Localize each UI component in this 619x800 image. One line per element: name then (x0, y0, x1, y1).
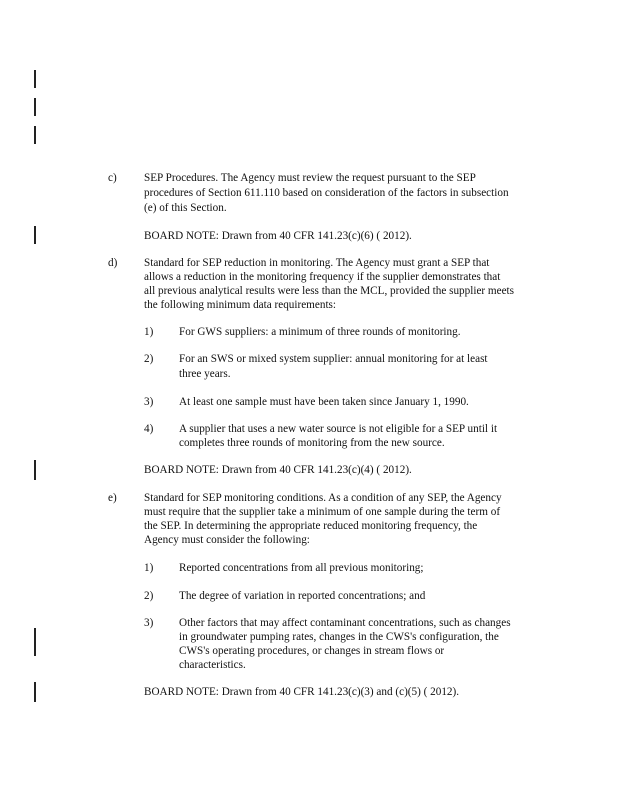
section-d-item-text: At least one sample must have been taken since January 1, 1990. (179, 396, 469, 408)
section-d-text-line: all previous analytical results were less than the MCL, provided the supplier meets (144, 285, 515, 297)
section-d-text-line: Standard for SEP reduction in monitoring. The Agency must grant a SEP that (144, 257, 490, 269)
section-d-item-text: For an SWS or mixed system supplier: annual monitoring for at least (179, 353, 488, 365)
revision-bar (34, 682, 36, 702)
section-d-item-label: 3) (144, 396, 154, 408)
section-e-label: e) (108, 492, 117, 504)
section-e-text-line: the SEP. In determining the appropriate reduced monitoring frequency, the (144, 520, 478, 532)
revision-bar (34, 460, 36, 480)
section-c-text-line: procedures of Section 611.110 based on consideration of the factors in subsection (144, 187, 509, 199)
section-d-item-label: 2) (144, 353, 154, 365)
section-e-text-line: Agency must consider the following: (144, 534, 310, 546)
section-d-item-text: completes three rounds of monitoring from the new source. (179, 437, 445, 449)
section-d-item-text: A supplier that uses a new water source is not eligible for a SEP until it (179, 423, 498, 435)
section-c-text-line: SEP Procedures. The Agency must review the request pursuant to the SEP (144, 172, 476, 184)
section-e-item-text: characteristics. (179, 659, 246, 671)
revision-bar (34, 70, 36, 88)
section-e-text-line: Standard for SEP monitoring conditions. As a condition of any SEP, the Agency (144, 492, 502, 504)
section-e-board-note: BOARD NOTE: Drawn from 40 CFR 141.23(c)(3) and (c)(5) ( 2012). (144, 686, 460, 698)
section-d-item-label: 1) (144, 326, 154, 338)
section-e-item-text: CWS's operating procedures, or changes in stream flows or (179, 645, 445, 657)
section-d-text-line: the following minimum data requirements: (144, 299, 337, 311)
section-d-item-label: 4) (144, 423, 154, 435)
section-e-item-text: Other factors that may affect contaminant concentrations, such as changes (179, 617, 511, 629)
section-e-item-text: in groundwater pumping rates, changes in the CWS's configuration, the (179, 631, 499, 643)
section-c-label: c) (108, 172, 117, 184)
revision-bar (34, 98, 36, 116)
section-e-item-text: The degree of variation in reported concentrations; and (179, 590, 426, 602)
section-e-item-text: Reported concentrations from all previous monitoring; (179, 562, 424, 574)
section-e-item-label: 1) (144, 562, 154, 574)
section-d-item-text: three years. (179, 368, 231, 380)
revision-bar (34, 628, 36, 656)
section-e-item-label: 2) (144, 590, 154, 602)
section-c-board-note: BOARD NOTE: Drawn from 40 CFR 141.23(c)(6) ( 2012). (144, 230, 412, 242)
revision-bar (34, 126, 36, 144)
section-e-text-line: must require that the supplier take a minimum of one sample during the term of (144, 506, 501, 518)
section-d-label: d) (108, 257, 118, 269)
section-d-board-note: BOARD NOTE: Drawn from 40 CFR 141.23(c)(4) ( 2012). (144, 464, 412, 476)
revision-bar (34, 226, 36, 244)
section-c-text-line: (e) of this Section. (144, 202, 227, 214)
section-d-item-text: For GWS suppliers: a minimum of three rounds of monitoring. (179, 326, 461, 338)
section-d-text-line: allows a reduction in the monitoring frequency if the supplier demonstrates that (144, 271, 501, 283)
section-e-item-label: 3) (144, 617, 154, 629)
